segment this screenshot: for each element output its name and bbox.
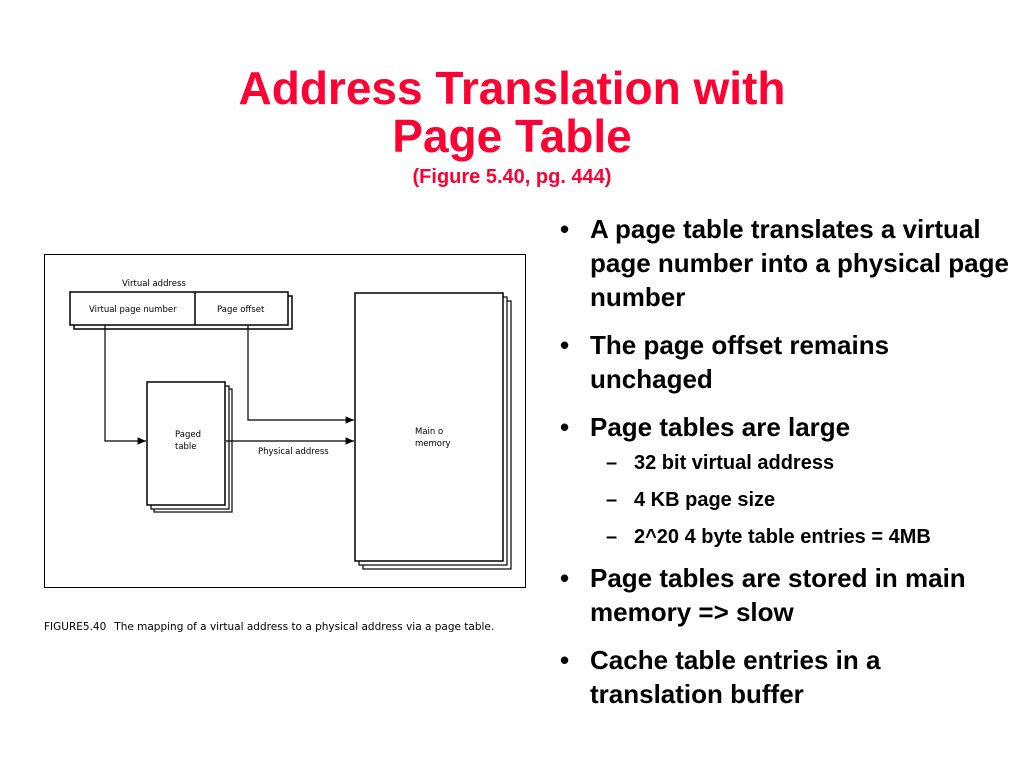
main-memory-label-1: Main o: [415, 427, 444, 437]
address-translation-figure: [44, 254, 526, 588]
bullet-list: [556, 212, 1018, 725]
slide-subtitle: (Figure 5.40, pg. 444): [412, 166, 612, 188]
sub-bullet-text: 4 KB page size: [634, 489, 776, 511]
slide-title-line-2: Page Table: [392, 110, 632, 162]
sub-bullet-item: [590, 524, 1018, 550]
dash-glyph: –: [606, 526, 618, 548]
bullet-text: A page table translates a virtual page number into a physical page number: [590, 214, 1009, 312]
figure-diagram: [45, 255, 527, 589]
bullet-text: The page offset remains unchaged: [590, 330, 890, 394]
bullet-glyph: •: [560, 563, 570, 593]
figure-caption-text: The mapping of a virtual address to a physical address via a page table.: [114, 621, 495, 633]
page-table-label-2: table: [175, 442, 197, 452]
sub-bullet-item: [590, 450, 1018, 476]
bullet-glyph: •: [560, 330, 570, 360]
dash-glyph: –: [606, 489, 618, 511]
bullet-item: [556, 643, 1018, 711]
sub-bullet-text: 32 bit virtual address: [634, 452, 835, 474]
bullet-item: [556, 561, 1018, 629]
vpn-to-page-table-arrow: [105, 325, 146, 441]
bullet-text: Page tables are stored in main memory => slow: [590, 563, 966, 627]
page-table-label-1: Paged: [175, 430, 201, 440]
bullet-text: Page tables are large: [590, 412, 851, 442]
dash-glyph: –: [606, 452, 618, 474]
virtual-address-label: Virtual address: [122, 279, 186, 289]
bullet-item: [556, 410, 1018, 550]
slide-title-block: [0, 64, 1024, 190]
figure-caption: [44, 620, 536, 634]
offset-to-memory-arrow: [248, 325, 354, 420]
bullet-text: Cache table entries in a translation buffer: [590, 645, 881, 709]
slide-title-line-1: Address Translation with: [238, 62, 786, 114]
sub-bullet-item: [590, 487, 1018, 513]
bullet-item: [556, 212, 1018, 314]
virtual-page-number-label: Virtual page number: [89, 305, 177, 315]
figure-caption-number: FIGURE5.40: [44, 621, 107, 633]
bullet-glyph: •: [560, 645, 570, 675]
page-offset-label: Page offset: [217, 305, 265, 315]
bullet-item: [556, 328, 1018, 396]
bullet-glyph: •: [560, 214, 570, 244]
sub-bullet-text: 2^20 4 byte table entries = 4MB: [634, 526, 931, 548]
bullet-glyph: •: [560, 412, 570, 442]
physical-address-label: Physical address: [258, 447, 329, 457]
sub-bullet-list: [590, 450, 1018, 550]
main-memory-label-2: memory: [415, 439, 451, 449]
